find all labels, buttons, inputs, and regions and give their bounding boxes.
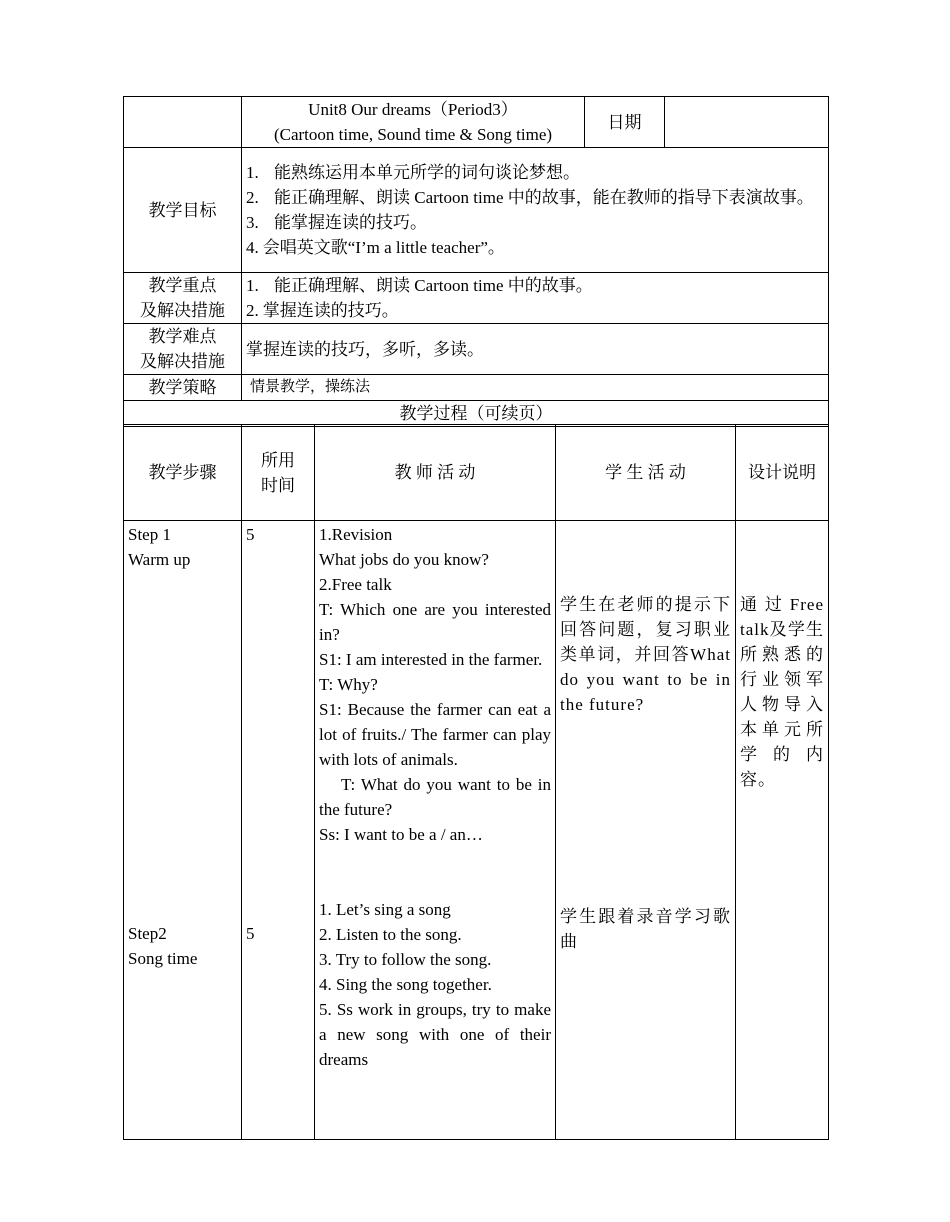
key-point-number: 1. xyxy=(246,276,259,295)
lesson-title-line2: (Cartoon time, Sound time & Song time) xyxy=(273,125,553,144)
key-point-item xyxy=(246,273,824,298)
step1-student-activity: 学生在老师的提示下回答问题，复习职业类单词，并回答What do you want to be in the future? xyxy=(560,595,731,714)
objective-text: 能熟练运用本单元所学的词句谈论梦想。 xyxy=(274,163,580,182)
teacher-line: T: What do you want to be in the future? xyxy=(319,775,551,819)
process-title-row xyxy=(124,401,829,427)
time-cell xyxy=(242,521,315,1140)
lesson-info-table xyxy=(123,96,829,427)
step1-time: 5 xyxy=(246,525,255,544)
key-points-label-line1: 教学重点 xyxy=(148,276,217,295)
step2-student-activity: 学生跟着录音学习歌曲 xyxy=(560,907,731,951)
teacher-activities-cell xyxy=(315,521,556,1140)
difficulties-label xyxy=(124,324,242,375)
difficulties-label-line1: 教学难点 xyxy=(148,327,217,346)
key-points-label-line2: 及解决措施 xyxy=(140,301,225,320)
step-names-cell xyxy=(124,521,242,1140)
teaching-process-table xyxy=(123,424,829,1140)
teacher-line: 3. Try to follow the song. xyxy=(319,950,492,969)
step2-time: 5 xyxy=(246,924,255,943)
col-header-design: 设计说明 xyxy=(736,425,829,521)
key-points-content xyxy=(242,273,829,324)
objective-number: 4. xyxy=(246,238,259,257)
strategy-row xyxy=(124,375,829,401)
objective-text: 能掌握连读的技巧。 xyxy=(274,213,427,232)
student-activities-cell xyxy=(556,521,736,1140)
objective-item xyxy=(246,185,824,210)
objective-number: 1. xyxy=(246,163,259,182)
objective-item xyxy=(246,160,824,185)
difficulties-content: 掌握连读的技巧，多听，多读。 xyxy=(242,324,829,375)
step2-name: Step2 xyxy=(128,924,167,943)
teacher-line: 1. Let’s sing a song xyxy=(319,900,451,919)
objectives-label: 教学目标 xyxy=(124,148,242,273)
teacher-line: 5. Ss work in groups, try to make a new song with one of their dreams xyxy=(319,1000,551,1069)
col-header-time xyxy=(242,425,315,521)
col-header-time-line2: 时间 xyxy=(261,475,295,495)
process-body-row xyxy=(124,521,829,1140)
key-point-number: 2. xyxy=(246,301,259,320)
teacher-line: 2.Free talk xyxy=(319,575,392,594)
col-header-time-line1: 所用 xyxy=(261,450,295,470)
key-points-list xyxy=(246,273,824,323)
key-points-row xyxy=(124,273,829,324)
date-label: 日期 xyxy=(585,97,665,148)
design-notes-cell xyxy=(736,521,829,1140)
date-value[interactable] xyxy=(665,97,829,148)
col-header-student: 学 生 活 动 xyxy=(556,425,736,521)
objectives-row xyxy=(124,148,829,273)
teacher-line: 2. Listen to the song. xyxy=(319,925,462,944)
objectives-list xyxy=(246,160,824,260)
teacher-line: S1: I am interested in the farmer. xyxy=(319,650,543,669)
objective-item xyxy=(246,235,824,260)
teacher-line: 4. Sing the song together. xyxy=(319,975,492,994)
objective-text: 会唱英文歌“I’m a little teacher”。 xyxy=(262,238,505,257)
strategy-content: 情景教学，操练法 xyxy=(242,375,829,401)
objective-text: 能正确理解、朗读 Cartoon time 中的故事，能在教师的指导下表演故事。 xyxy=(274,188,814,207)
step1-subtitle: Warm up xyxy=(128,550,191,569)
header-row xyxy=(124,97,829,148)
header-empty-cell xyxy=(124,97,242,148)
step1-design-note: 通过Free talk及学生所熟悉的行业领军人物导入本单元所学的内容。 xyxy=(740,595,824,789)
step1-name: Step 1 xyxy=(128,525,171,544)
objectives-content xyxy=(242,148,829,273)
teacher-line: T: Which one are you interested in? xyxy=(319,600,551,644)
objective-number: 3. xyxy=(246,213,259,232)
lesson-title-line1: Unit8 Our dreams（Period3） xyxy=(308,100,518,119)
lesson-title xyxy=(242,97,585,148)
key-points-label xyxy=(124,273,242,324)
teacher-line: S1: Because the farmer can eat a lot of fruits./ The farmer can play with lots of animals. xyxy=(319,700,551,769)
col-header-teacher: 教 师 活 动 xyxy=(315,425,556,521)
difficulties-label-line2: 及解决措施 xyxy=(140,352,225,371)
process-title: 教学过程（可续页） xyxy=(124,401,829,427)
teacher-line: What jobs do you know? xyxy=(319,550,489,569)
difficulties-row xyxy=(124,324,829,375)
teacher-line: Ss: I want to be a / an… xyxy=(319,825,483,844)
key-point-text: 掌握连读的技巧。 xyxy=(262,301,399,320)
step2-subtitle: Song time xyxy=(128,949,198,968)
teacher-line: T: Why? xyxy=(319,675,378,694)
col-header-step: 教学步骤 xyxy=(124,425,242,521)
process-header-row xyxy=(124,425,829,521)
teacher-line: 1.Revision xyxy=(319,525,393,544)
objective-item xyxy=(246,210,824,235)
key-point-item xyxy=(246,298,824,323)
key-point-text: 能正确理解、朗读 Cartoon time 中的故事。 xyxy=(274,276,593,295)
objective-number: 2. xyxy=(246,188,259,207)
strategy-label: 教学策略 xyxy=(124,375,242,401)
